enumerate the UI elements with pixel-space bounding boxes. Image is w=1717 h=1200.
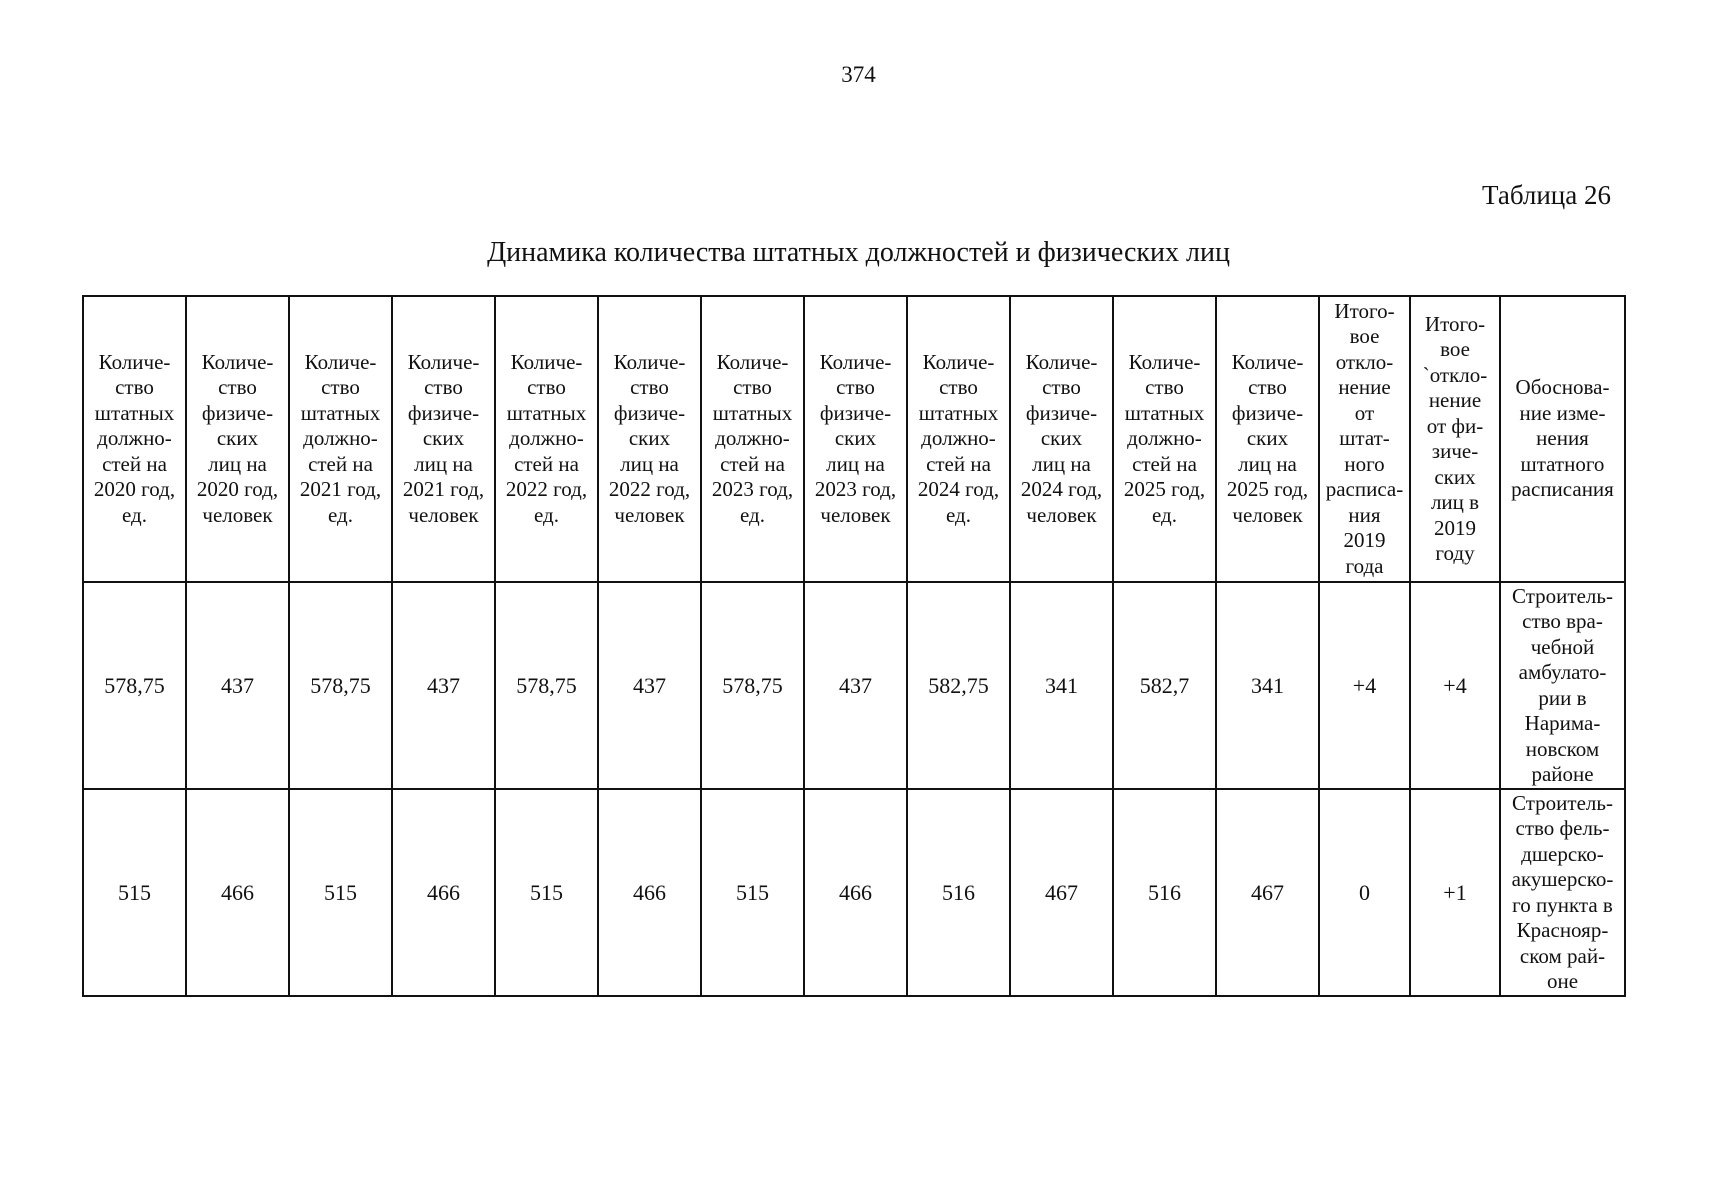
table-row xyxy=(83,789,1625,996)
column-header: Итого- вое `откло- нение от фи- зиче- ских лиц в 2019 году xyxy=(1410,296,1500,582)
table-cell: 466 xyxy=(392,789,495,996)
column-header: Количе- ство физиче- ских лиц на 2022 год, человек xyxy=(598,296,701,582)
column-header: Количе- ство физиче- ских лиц на 2023 год, человек xyxy=(804,296,907,582)
column-header: Количе- ство физиче- ских лиц на 2020 год, человек xyxy=(186,296,289,582)
table-header-row xyxy=(83,296,1625,582)
table-cell: +4 xyxy=(1410,582,1500,789)
table-cell: 515 xyxy=(289,789,392,996)
column-header: Итого- вое откло- нение от штат- ного расписа- ния 2019 года xyxy=(1319,296,1410,582)
table-cell: 516 xyxy=(907,789,1010,996)
column-header: Обоснова- ние изме- нения штатного расписания xyxy=(1500,296,1625,582)
table-cell: +1 xyxy=(1410,789,1500,996)
column-header: Количе- ство штатных должно- стей на 2022 год, ед. xyxy=(495,296,598,582)
table-cell: 578,75 xyxy=(289,582,392,789)
column-header: Количе- ство штатных должно- стей на 2023 год, ед. xyxy=(701,296,804,582)
table-cell-reason: Строитель- ство вра- чебной амбулато- рии в Нарима- новском районе xyxy=(1500,582,1625,789)
table-cell: 516 xyxy=(1113,789,1216,996)
table-title: Динамика количества штатных должностей и физических лиц xyxy=(487,237,1230,268)
table-cell-reason: Строитель- ство фель- дшерско- акушерско- го пункта в Краснояр- ском рай- оне xyxy=(1500,789,1625,996)
column-header: Количе- ство штатных должно- стей на 2025 год, ед. xyxy=(1113,296,1216,582)
table-cell: 582,75 xyxy=(907,582,1010,789)
table-cell: 515 xyxy=(83,789,186,996)
table-cell: 467 xyxy=(1216,789,1319,996)
table-cell: 466 xyxy=(804,789,907,996)
table-row xyxy=(83,582,1625,789)
column-header: Количе- ство физиче- ских лиц на 2025 год, человек xyxy=(1216,296,1319,582)
table-cell: 437 xyxy=(804,582,907,789)
table-cell: 466 xyxy=(186,789,289,996)
table-cell: 578,75 xyxy=(83,582,186,789)
table-cell: 515 xyxy=(701,789,804,996)
column-header: Количе- ство штатных должно- стей на 2021 год, ед. xyxy=(289,296,392,582)
table-cell: +4 xyxy=(1319,582,1410,789)
table-cell: 437 xyxy=(598,582,701,789)
table-cell: 0 xyxy=(1319,789,1410,996)
column-header: Количе- ство штатных должно- стей на 2020 год, ед. xyxy=(83,296,186,582)
table-cell: 578,75 xyxy=(701,582,804,789)
table-cell: 437 xyxy=(392,582,495,789)
table-cell: 437 xyxy=(186,582,289,789)
column-header: Количе- ство физиче- ских лиц на 2024 год, человек xyxy=(1010,296,1113,582)
table-caption: Таблица 26 xyxy=(1482,180,1611,210)
table-cell: 515 xyxy=(495,789,598,996)
staffing-dynamics-table xyxy=(82,295,1626,997)
table-cell: 467 xyxy=(1010,789,1113,996)
column-header: Количе- ство физиче- ских лиц на 2021 год, человек xyxy=(392,296,495,582)
table-cell: 466 xyxy=(598,789,701,996)
table-cell: 341 xyxy=(1216,582,1319,789)
table-cell: 578,75 xyxy=(495,582,598,789)
column-header: Количе- ство штатных должно- стей на 2024 год, ед. xyxy=(907,296,1010,582)
table-cell: 582,7 xyxy=(1113,582,1216,789)
table-cell: 341 xyxy=(1010,582,1113,789)
page-number: 374 xyxy=(841,62,876,87)
